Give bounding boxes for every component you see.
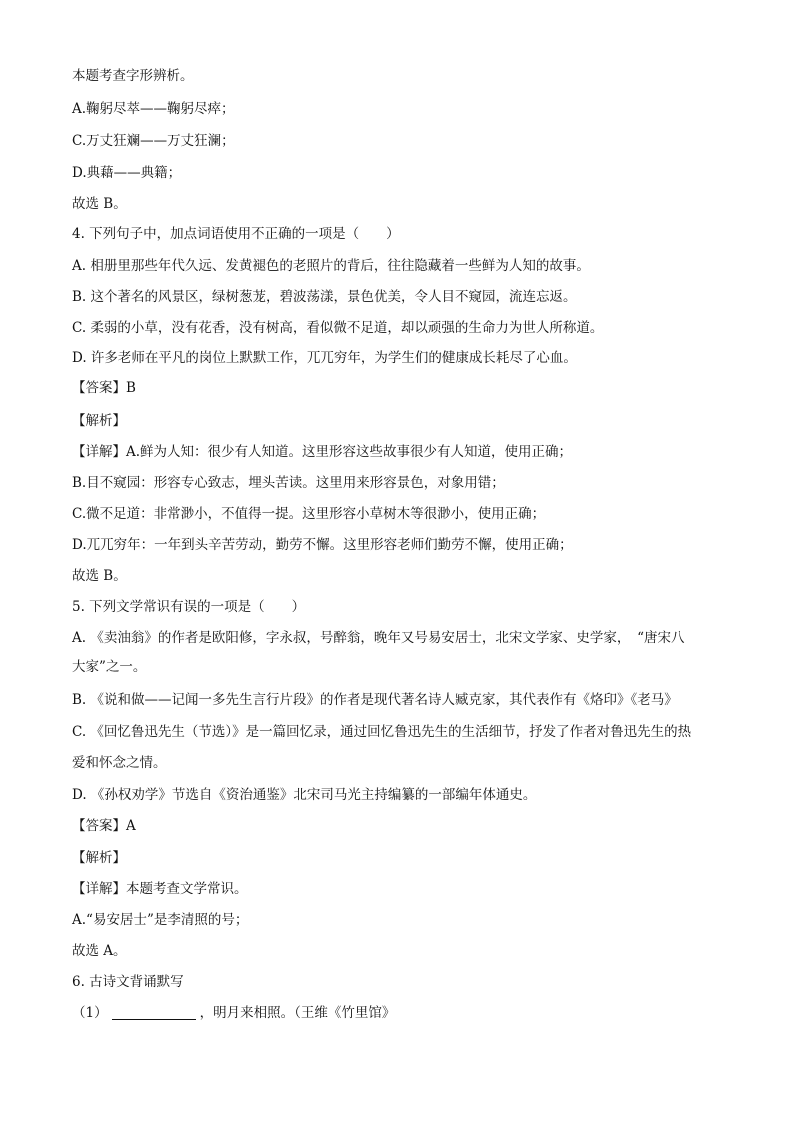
question-4-option-a: A. 相册里那些年代久远、发黄褪色的老照片的背后，往往隐藏着一些鲜为人知的故事。 [72, 258, 590, 274]
correction-d: D.典藉——典籍； [72, 165, 182, 181]
question-4-option-b: B. 这个著名的风景区，绿树葱茏，碧波荡漾，景色优美，令人目不窥园，流连忘返。 [72, 289, 577, 305]
correction-c: C.万丈狂斓——万丈狂澜； [72, 133, 235, 149]
question-6-item-1-number: （1） [72, 1005, 108, 1021]
question-5-analysis-heading: 【解析】 [72, 850, 126, 866]
question-4-option-c: C. 柔弱的小草，没有花香，没有树高，看似微不足道，却以顽强的生命力为世人所称道。 [72, 320, 604, 336]
question-4-detail-a: 【详解】A.鲜为人知：很少有人知道。这里形容这些故事很少有人知道，使用正确； [72, 444, 573, 460]
question-5-stem: 5. 下列文学常识有误的一项是（ ） [72, 599, 306, 615]
question-5-conclusion: 故选 A。 [72, 943, 127, 959]
question-5-option-d: D. 《孙权劝学》节选自《资治通鉴》北宋司马光主持编纂的一部编年体通史。 [72, 787, 537, 803]
fill-in-blank[interactable] [112, 1005, 196, 1020]
question-5-option-c-line1: C. 《回忆鲁迅先生（节选）》是一篇回忆录，通过回忆鲁迅先生的生活细节，抒发了作者对鲁迅先生的热 [72, 724, 692, 740]
question-5-option-c-line2: 爱和怀念之情。 [72, 755, 167, 771]
question-5-detail-a: A.“易安居士”是李清照的号； [72, 912, 249, 928]
question-6-stem: 6. 古诗文背诵默写 [72, 974, 184, 990]
question-4-detail-b: B.目不窥园：形容专心致志，埋头苦读。这里用来形容景色，对象用错； [72, 475, 505, 491]
question-4-detail-d: D.兀兀穷年：一年到头辛苦劳动，勤劳不懈。这里形容老师们勤劳不懈，使用正确； [72, 537, 573, 553]
question-4-detail-c: C.微不足道：非常渺小，不值得一提。这里形容小草树木等很渺小，使用正确； [72, 506, 546, 522]
question-5-answer: 【答案】A [72, 818, 136, 834]
question-5-detail: 【详解】本题考查文学常识。 [72, 881, 248, 897]
analysis-intro: 本题考查字形辨析。 [72, 68, 194, 84]
question-6-item-1 [72, 1003, 732, 1023]
question-4-analysis-heading: 【解析】 [72, 413, 126, 429]
question-4-option-d: D. 许多老师在平凡的岗位上默默工作，兀兀穷年，为学生们的健康成长耗尽了心血。 [72, 350, 577, 366]
question-4-answer: 【答案】B [72, 380, 136, 396]
question-4-stem: 4. 下列句子中，加点词语使用不正确的一项是（ ） [72, 226, 400, 242]
question-5-option-b: B. 《说和做——记闻一多先生言行片段》的作者是现代著名诗人臧克家，其代表作有《烙印》《老马》 [72, 692, 678, 708]
question-4-conclusion: 故选 B。 [72, 568, 127, 584]
previous-conclusion: 故选 B。 [72, 196, 127, 212]
correction-a: A.鞠躬尽萃——鞠躬尽瘁； [72, 101, 235, 117]
question-5-option-a-line1: A. 《卖油翁》的作者是欧阳修，字永叔，号醉翁，晚年又号易安居士，北宋文学家、史学家， “唐宋八 [72, 630, 685, 646]
question-6-item-1-text: ，明月来相照。（王维《竹里馆》 [199, 1005, 396, 1021]
question-5-option-a-line2: 大家”之一。 [72, 659, 147, 675]
